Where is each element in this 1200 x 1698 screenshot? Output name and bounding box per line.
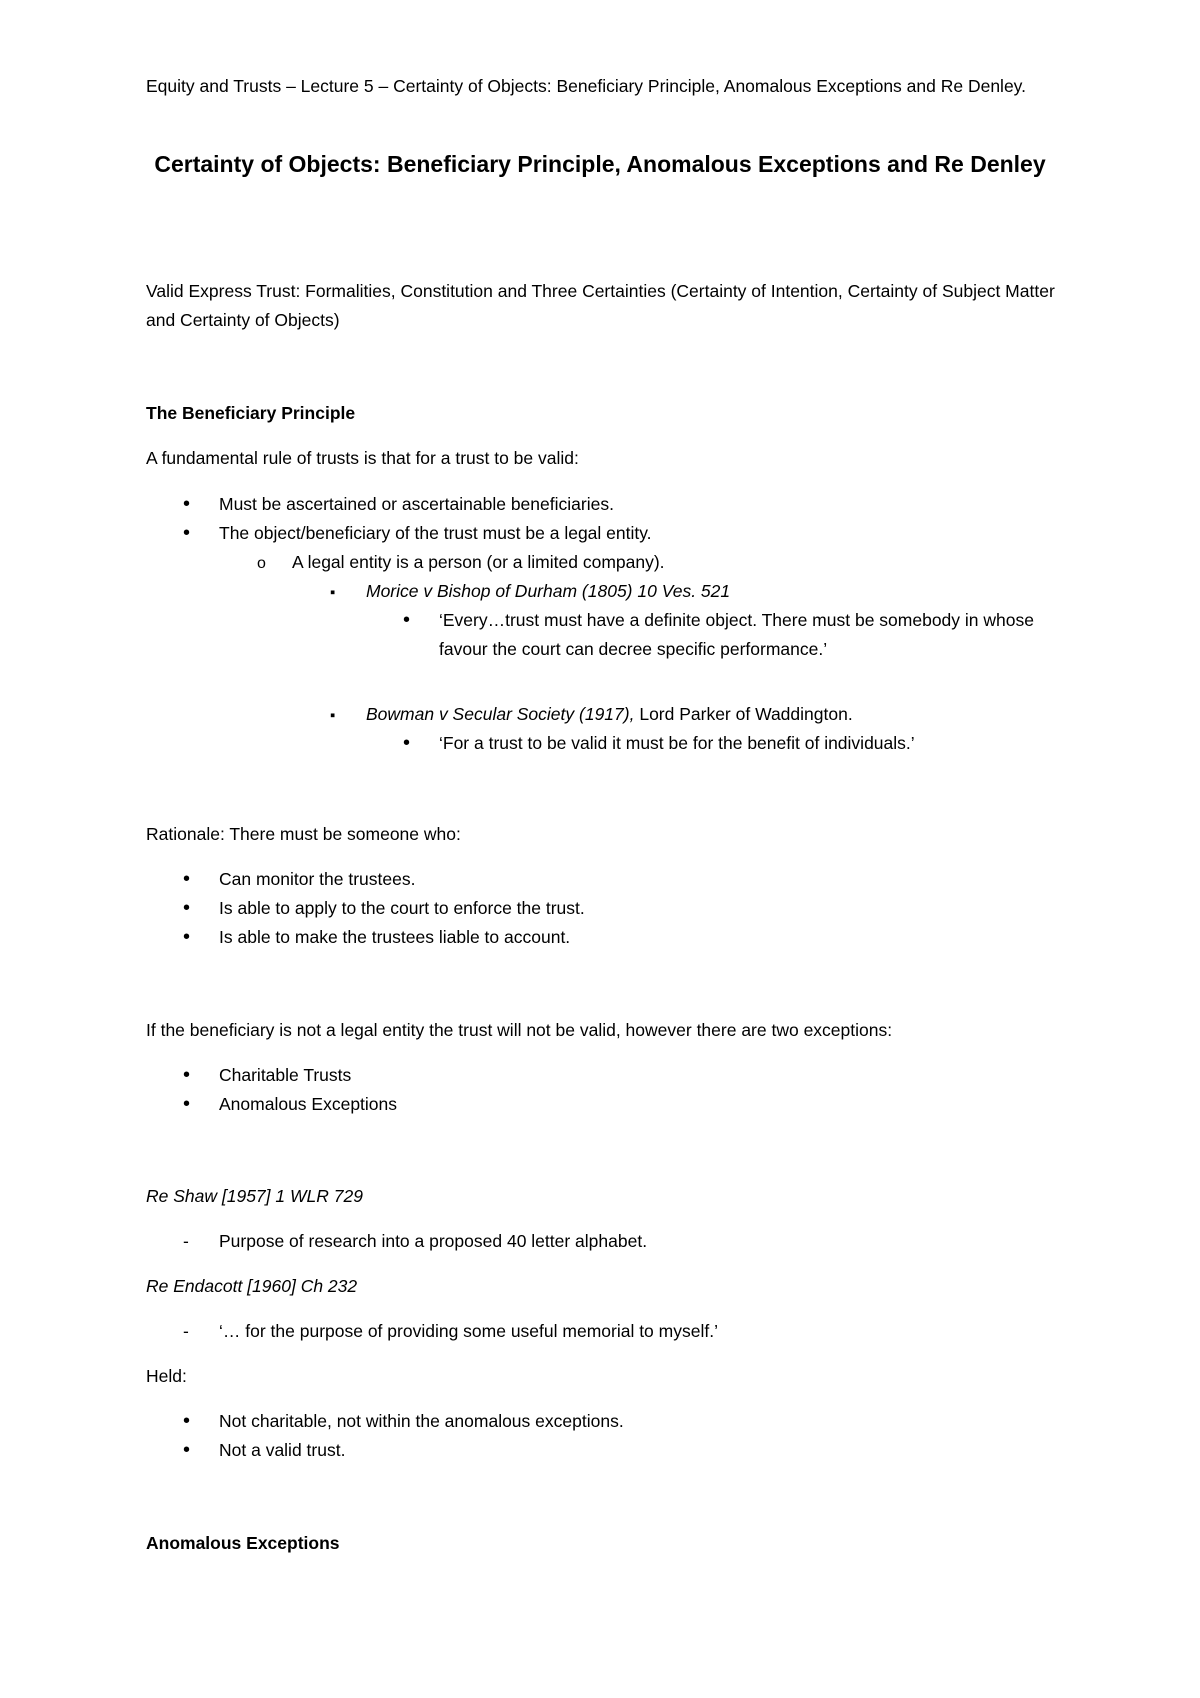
list-item <box>146 1317 1070 1346</box>
exceptions-list <box>146 1061 1070 1119</box>
case-quote: ‘Every…trust must have a definite object. There must be somebody in whose favour the court can decree specific performance.’ <box>439 610 1034 659</box>
list-item-text: Not charitable, not within the anomalous exceptions. <box>219 1411 624 1431</box>
rationale-intro: Rationale: There must be someone who: <box>146 824 461 844</box>
beneficiary-principle-intro: A fundamental rule of trusts is that for a trust to be valid: <box>146 448 579 468</box>
bullet-icon <box>183 490 190 519</box>
bullet-icon <box>183 1090 190 1119</box>
list-item-text: Purpose of research into a proposed 40 letter alphabet. <box>219 1231 648 1251</box>
list-item-text: Not a valid trust. <box>219 1440 346 1460</box>
bullet-icon <box>183 1061 190 1090</box>
case-name: Bowman v Secular Society (1917), <box>366 704 635 724</box>
circle-bullet-icon <box>257 548 266 578</box>
bullet-icon <box>183 894 190 923</box>
bullet-icon <box>183 923 190 952</box>
list-item-text: Must be ascertained or ascertainable beneficiaries. <box>219 494 614 514</box>
re-endacott-case-name: Re Endacott [1960] Ch 232 <box>146 1276 358 1296</box>
rationale-list <box>146 865 1070 952</box>
bullet-icon <box>183 1436 190 1465</box>
list-item <box>146 923 1070 952</box>
beneficiary-principle-heading: The Beneficiary Principle <box>146 403 356 423</box>
bullet-icon <box>403 729 410 758</box>
list-item-text: ‘… for the purpose of providing some useful memorial to myself.’ <box>219 1321 718 1341</box>
page-title: Certainty of Objects: Beneficiary Principle, Anomalous Exceptions and Re Denley <box>154 151 1046 177</box>
list-item <box>146 1061 1070 1090</box>
dash-icon <box>183 1227 189 1256</box>
list-item <box>146 1090 1070 1119</box>
case-item <box>146 700 1070 729</box>
case-judge: Lord Parker of Waddington. <box>634 704 853 724</box>
list-item-text: Charitable Trusts <box>219 1065 352 1085</box>
list-item <box>146 519 1070 548</box>
list-item <box>146 1407 1070 1436</box>
case-name: Morice v Bishop of Durham (1805) 10 Ves. 521 <box>366 581 731 601</box>
list-item-text: Is able to apply to the court to enforce the trust. <box>219 898 585 918</box>
re-endacott-list <box>146 1317 1070 1346</box>
case-quote: ‘For a trust to be valid it must be for the benefit of individuals.’ <box>439 733 915 753</box>
case-item <box>146 577 1070 606</box>
list-item-text: The object/beneficiary of the trust must be a legal entity. <box>219 523 652 543</box>
beneficiary-rules-list <box>146 490 1070 664</box>
list-item-text: A legal entity is a person (or a limited company). <box>292 552 665 572</box>
list-item-text: Can monitor the trustees. <box>219 869 416 889</box>
list-item <box>146 1436 1070 1465</box>
re-shaw-case-name: Re Shaw [1957] 1 WLR 729 <box>146 1186 363 1206</box>
list-item <box>146 894 1070 923</box>
bullet-icon <box>403 606 410 635</box>
square-bullet-icon <box>330 577 335 607</box>
sub-list-item <box>146 548 1070 577</box>
bullet-icon <box>183 1407 190 1436</box>
quote-item <box>146 729 1070 758</box>
bullet-icon <box>183 865 190 894</box>
list-item <box>146 1227 1070 1256</box>
exceptions-intro: If the beneficiary is not a legal entity the trust will not be valid, however there are two exceptions: <box>146 1020 893 1040</box>
valid-express-trust-text: Valid Express Trust: Formalities, Constitution and Three Certainties (Certainty of Intention, Certainty of Subject Matter and Certainty of Objects) <box>146 281 1055 330</box>
bullet-icon <box>183 519 190 548</box>
dash-icon <box>183 1317 189 1346</box>
square-bullet-icon <box>330 700 335 730</box>
list-item <box>146 490 1070 519</box>
re-shaw-list <box>146 1227 1070 1256</box>
list-item <box>146 865 1070 894</box>
anomalous-exceptions-heading: Anomalous Exceptions <box>146 1533 340 1553</box>
quote-item <box>146 606 1070 664</box>
held-list <box>146 1407 1070 1465</box>
list-item-text: Is able to make the trustees liable to account. <box>219 927 571 947</box>
header-line: Equity and Trusts – Lecture 5 – Certainty of Objects: Beneficiary Principle, Anomalous Exceptions and Re Denley. <box>146 76 1026 96</box>
held-label: Held: <box>146 1366 187 1386</box>
list-item-text: Anomalous Exceptions <box>219 1094 398 1114</box>
bowman-case-list <box>146 700 1070 758</box>
